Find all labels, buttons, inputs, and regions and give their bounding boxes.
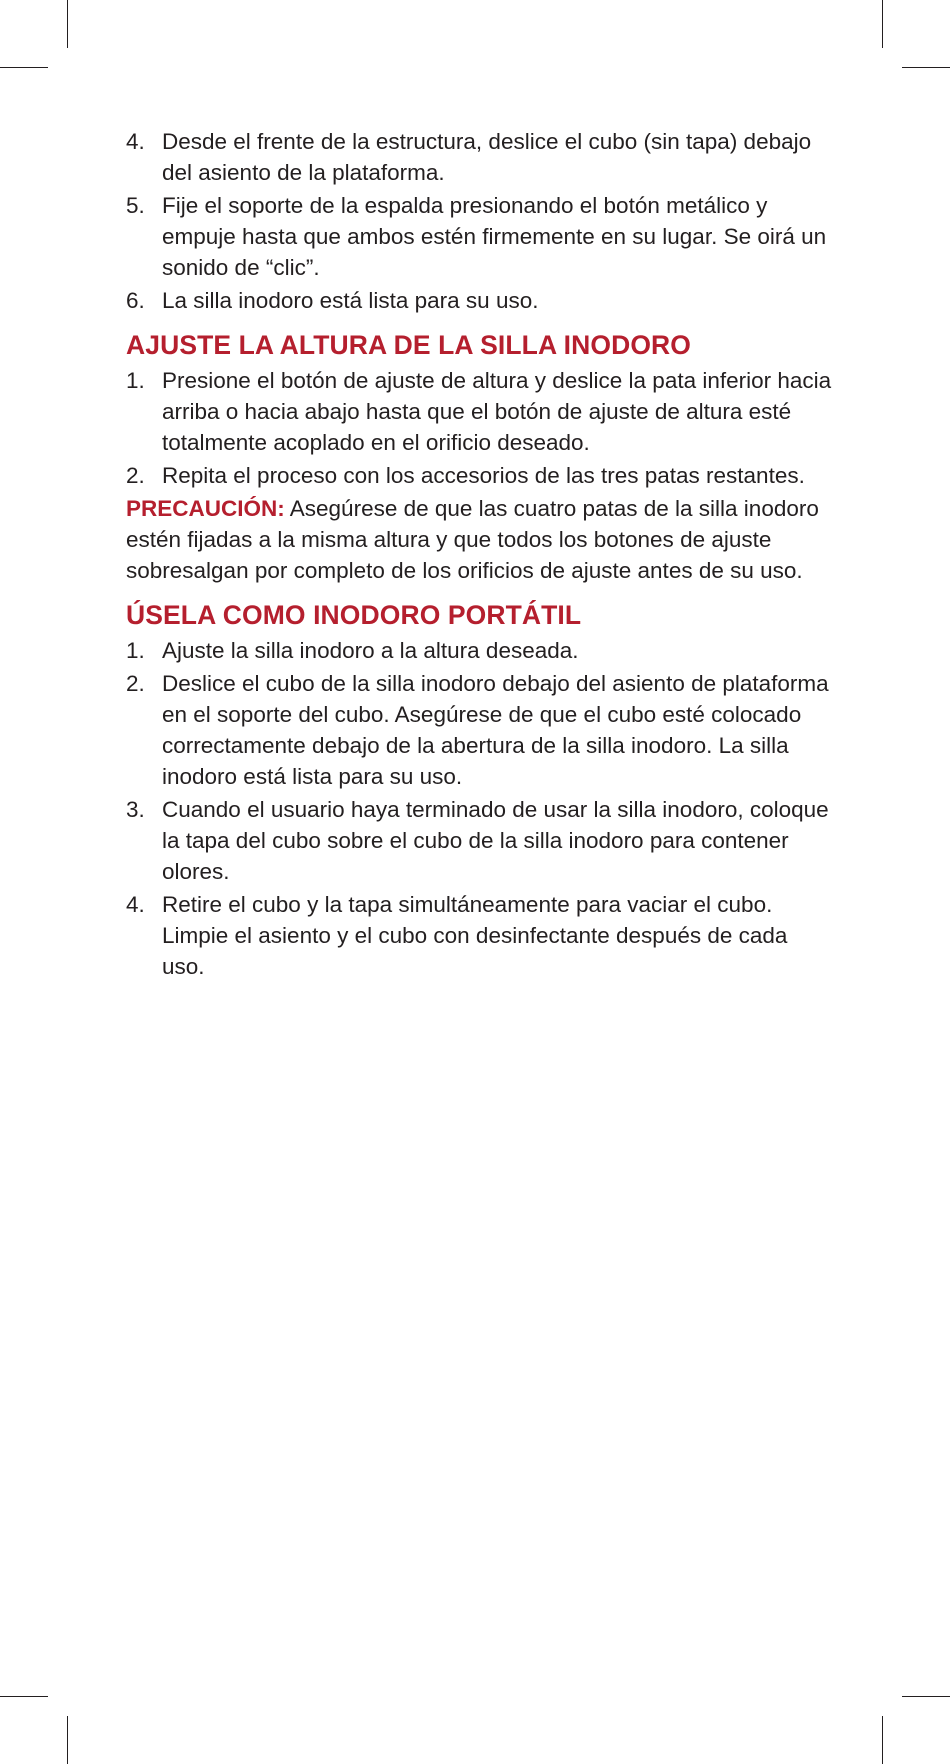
crop-mark-bottom-right-horizontal — [902, 1696, 950, 1697]
step-number: 1. — [126, 368, 145, 393]
list-item — [126, 126, 836, 188]
portable-section-heading: ÚSELA COMO INODORO PORTÁTIL — [126, 600, 582, 630]
crop-mark-top-left-vertical — [67, 0, 68, 48]
crop-mark-bottom-right-vertical — [882, 1716, 883, 1764]
step-number: 3. — [126, 797, 145, 822]
step-text: Deslice el cubo de la silla inodoro debajo del asiento de plataforma en el soporte del cubo. Asegúrese de que el cubo esté colocado correctamente debajo de la abertura de la silla inodoro. La silla inodoro está lista para su uso. — [162, 671, 829, 789]
height-steps-list — [126, 365, 836, 491]
step-number: 1. — [126, 638, 145, 663]
step-text: Repita el proceso con los accesorios de las tres patas restantes. — [162, 463, 805, 488]
crop-mark-top-right-vertical — [882, 0, 883, 48]
height-section-heading: AJUSTE LA ALTURA DE LA SILLA INODORO — [126, 330, 691, 360]
step-text: Presione el botón de ajuste de altura y deslice la pata inferior hacia arriba o hacia abajo hasta que el botón de ajuste de altura esté totalmente acoplado en el orificio deseado. — [162, 368, 832, 455]
step-text: Desde el frente de la estructura, deslice el cubo (sin tapa) debajo del asiento de la plataforma. — [162, 129, 812, 185]
list-item — [126, 794, 836, 887]
list-item — [126, 460, 836, 491]
caution-note — [126, 493, 836, 586]
step-text: Fije el soporte de la espalda presionando el botón metálico y empuje hasta que ambos estén firmemente en su lugar. Se oirá un sonido de “clic”. — [162, 193, 827, 280]
crop-mark-top-left-horizontal — [0, 67, 48, 68]
crop-mark-bottom-left-horizontal — [0, 1696, 48, 1697]
crop-mark-top-right-horizontal — [902, 67, 950, 68]
step-number: 4. — [126, 892, 145, 917]
step-number: 6. — [126, 288, 145, 313]
step-text: Ajuste la silla inodoro a la altura deseada. — [162, 638, 579, 663]
list-item — [126, 365, 836, 458]
document-body — [126, 126, 836, 984]
step-text: Cuando el usuario haya terminado de usar la silla inodoro, coloque la tapa del cubo sobre el cubo de la silla inodoro para contener olores. — [162, 797, 829, 884]
caution-text: Asegúrese de que las cuatro patas de la silla inodoro estén fijadas a la misma altura y que todos los botones de ajuste sobresalgan por completo de los orificios de ajuste antes de su uso. — [126, 496, 819, 583]
step-number: 2. — [126, 463, 145, 488]
caution-label: PRECAUCIÓN: — [126, 496, 285, 521]
step-text: Retire el cubo y la tapa simultáneamente para vaciar el cubo. Limpie el asiento y el cubo con desinfectante después de cada uso. — [162, 892, 788, 979]
list-item — [126, 285, 836, 316]
list-item — [126, 635, 836, 666]
crop-mark-bottom-left-vertical — [67, 1716, 68, 1764]
list-item — [126, 668, 836, 792]
portable-steps-list — [126, 635, 836, 982]
step-number: 4. — [126, 129, 145, 154]
list-item — [126, 889, 836, 982]
intro-steps-list — [126, 126, 836, 316]
list-item — [126, 190, 836, 283]
step-text: La silla inodoro está lista para su uso. — [162, 288, 539, 313]
step-number: 5. — [126, 193, 145, 218]
step-number: 2. — [126, 671, 145, 696]
